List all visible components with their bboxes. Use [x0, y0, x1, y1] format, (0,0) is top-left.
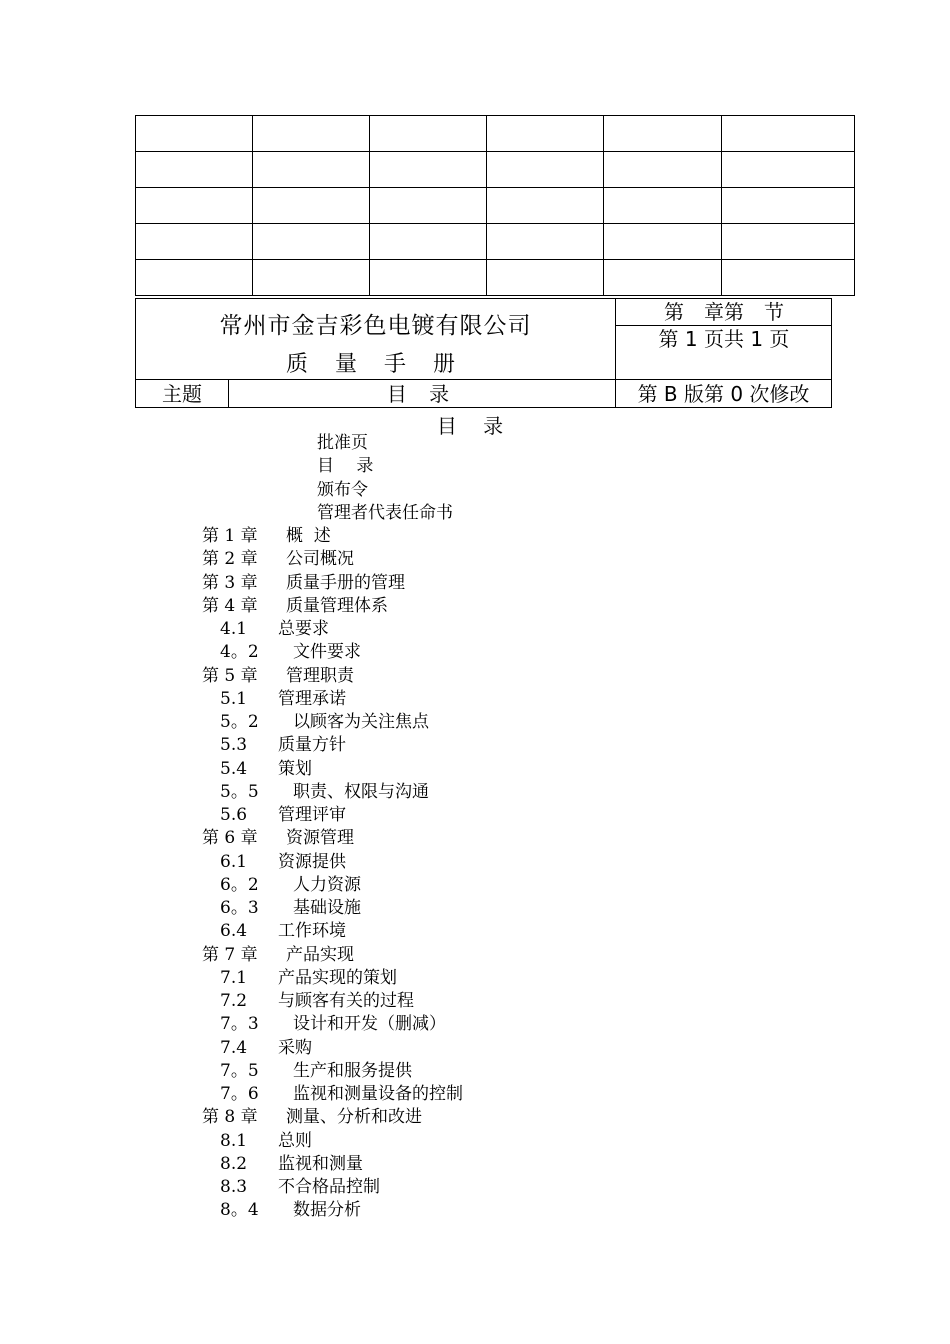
revision-label: 第 B 版第 0 次修改: [637, 382, 810, 406]
grid-cell: [722, 152, 855, 188]
toc-entry-title: 与顾客有关的过程: [278, 991, 414, 1011]
grid-cell: [604, 224, 722, 260]
toc-entry-title: 公司概况: [286, 549, 354, 570]
toc-entry-number: 6.1: [220, 851, 248, 872]
grid-cell: [370, 224, 487, 260]
toc-entry-title: 数据分析: [293, 1200, 361, 1221]
grid-cell: [136, 224, 253, 260]
toc-entry-number: 5.3: [220, 735, 248, 756]
grid-cell: [604, 116, 722, 152]
toc-entry-number: 7。5: [220, 1060, 259, 1081]
grid-cell: [604, 188, 722, 224]
toc-entry-title: 资源提供: [278, 851, 346, 872]
grid-row: [136, 188, 855, 224]
toc-entry-title: 测量、分析和改进: [286, 1107, 422, 1128]
toc-entry-number: 5.1: [220, 688, 248, 709]
toc-entry-number: 第 6 章: [202, 828, 258, 849]
toc-entry-number: 7。6: [220, 1084, 259, 1104]
grid-cell: [370, 260, 487, 296]
toc-entry-number: 7.4: [220, 1037, 248, 1058]
grid-cell: [253, 260, 370, 296]
subject-value: 目 录: [229, 380, 616, 408]
toc-entry-number: 4。2: [220, 642, 259, 663]
subject-label: 主题: [136, 380, 229, 408]
toc-entry-title: 采购: [278, 1037, 312, 1058]
grid-cell: [370, 152, 487, 188]
toc-entry-number: 8。4: [220, 1200, 259, 1221]
toc-entry-number: 7.2: [220, 991, 248, 1011]
grid-cell: [253, 116, 370, 152]
toc-entry-title: 监视和测量设备的控制: [293, 1084, 463, 1104]
toc-entry-title: 人力资源: [293, 874, 361, 895]
grid-cell: [604, 152, 722, 188]
grid-cell: [722, 116, 855, 152]
manual-title: 质 量 手 册: [286, 352, 465, 377]
grid-cell: [253, 152, 370, 188]
grid-cell: [487, 152, 604, 188]
toc-entry-title: 管理评审: [278, 805, 346, 825]
document-header: [135, 298, 832, 408]
grid-cell: [487, 116, 604, 152]
grid-cell: [487, 260, 604, 296]
toc-entry-title: 总要求: [278, 619, 329, 639]
toc-heading: 目 录: [436, 414, 514, 438]
toc-entry-number: 7。3: [220, 1014, 259, 1035]
grid-cell: [370, 188, 487, 224]
grid-cell: [722, 224, 855, 260]
toc-entry-title: 管理职责: [286, 665, 354, 686]
toc-entry-title: 策划: [278, 758, 312, 779]
toc-entry-number: 4.1: [220, 619, 248, 639]
toc-entry-title: 资源管理: [286, 828, 354, 849]
toc-entry-number: 8.2: [220, 1153, 248, 1174]
grid-row: [136, 260, 855, 296]
toc-entry-number: 第 2 章: [202, 549, 258, 570]
toc-entry-title: 不合格品控制: [278, 1177, 380, 1197]
toc-entry-title: 颁布令: [317, 479, 368, 500]
toc-entry-number: 第 3 章: [202, 572, 258, 593]
toc-entry-number: 7.1: [220, 967, 248, 988]
toc-entry-title: 生产和服务提供: [293, 1060, 412, 1081]
toc-entry-number: 6。3: [220, 898, 259, 918]
grid-cell: [136, 260, 253, 296]
grid-cell: [136, 152, 253, 188]
page-count: 第 1 页共 1 页: [658, 327, 790, 351]
grid-cell: [253, 188, 370, 224]
toc-entry-number: 8.3: [220, 1177, 248, 1197]
toc-entry-number: 6。2: [220, 874, 259, 895]
toc-entry-title: 质量管理体系: [286, 595, 388, 616]
toc-entry-title: 监视和测量: [278, 1153, 363, 1174]
grid-cell: [370, 116, 487, 152]
toc-entry-title: 职责、权限与沟通: [293, 781, 429, 802]
grid-row: [136, 224, 855, 260]
toc-entry-title: 文件要求: [293, 642, 361, 663]
grid-row: [136, 116, 855, 152]
grid-cell: [487, 224, 604, 260]
grid-cell: [722, 188, 855, 224]
grid-cell: [604, 260, 722, 296]
grid-row: [136, 152, 855, 188]
toc-entry-title: 管理者代表任命书: [317, 502, 453, 523]
toc-entry-number: 5.6: [220, 805, 248, 825]
toc-entry-title: 批准页: [317, 433, 368, 453]
toc-entry-title: 总则: [278, 1130, 312, 1151]
toc-entry-title: 质量方针: [278, 735, 346, 756]
grid-cell: [253, 224, 370, 260]
grid-cell: [722, 260, 855, 296]
toc-entry-title: 工作环境: [278, 921, 346, 942]
toc-entry-number: 第 5 章: [202, 665, 258, 686]
toc-entry-title: 产品实现的策划: [278, 967, 397, 988]
toc-entry-title: 设计和开发（删减）: [293, 1014, 446, 1035]
company-name: 常州市金吉彩色电镀有限公司: [219, 313, 532, 339]
toc-entry-number: 第 7 章: [202, 944, 258, 965]
grid-cell: [487, 188, 604, 224]
chapter-section: 第 章第 节: [616, 299, 832, 326]
toc-entry-number: 5.4: [220, 758, 248, 779]
toc-entry-title: 目 录: [317, 456, 374, 477]
grid-cell: [136, 188, 253, 224]
toc-entry-title: 以顾客为关注焦点: [293, 712, 429, 732]
toc-entry-number: 8.1: [220, 1130, 248, 1151]
toc-entry-title: 产品实现: [286, 944, 354, 965]
blank-grid-table: [135, 115, 855, 296]
toc-entry-number: 第 1 章: [202, 526, 258, 546]
grid-cell: [136, 116, 253, 152]
toc-entry-number: 5。2: [220, 712, 259, 732]
toc-entry-title: 概 述: [286, 526, 331, 546]
toc-entry-title: 质量手册的管理: [286, 572, 405, 593]
toc-entry-number: 6.4: [220, 921, 248, 942]
toc-entry-number: 第 4 章: [202, 595, 258, 616]
company-cell: [136, 299, 616, 379]
toc-entry-number: 第 8 章: [202, 1107, 258, 1128]
toc-entry-number: 5。5: [220, 781, 259, 802]
toc-entry-title: 管理承诺: [278, 688, 346, 709]
header-bottom-row: [136, 379, 831, 408]
toc-entry-title: 基础设施: [293, 898, 361, 918]
